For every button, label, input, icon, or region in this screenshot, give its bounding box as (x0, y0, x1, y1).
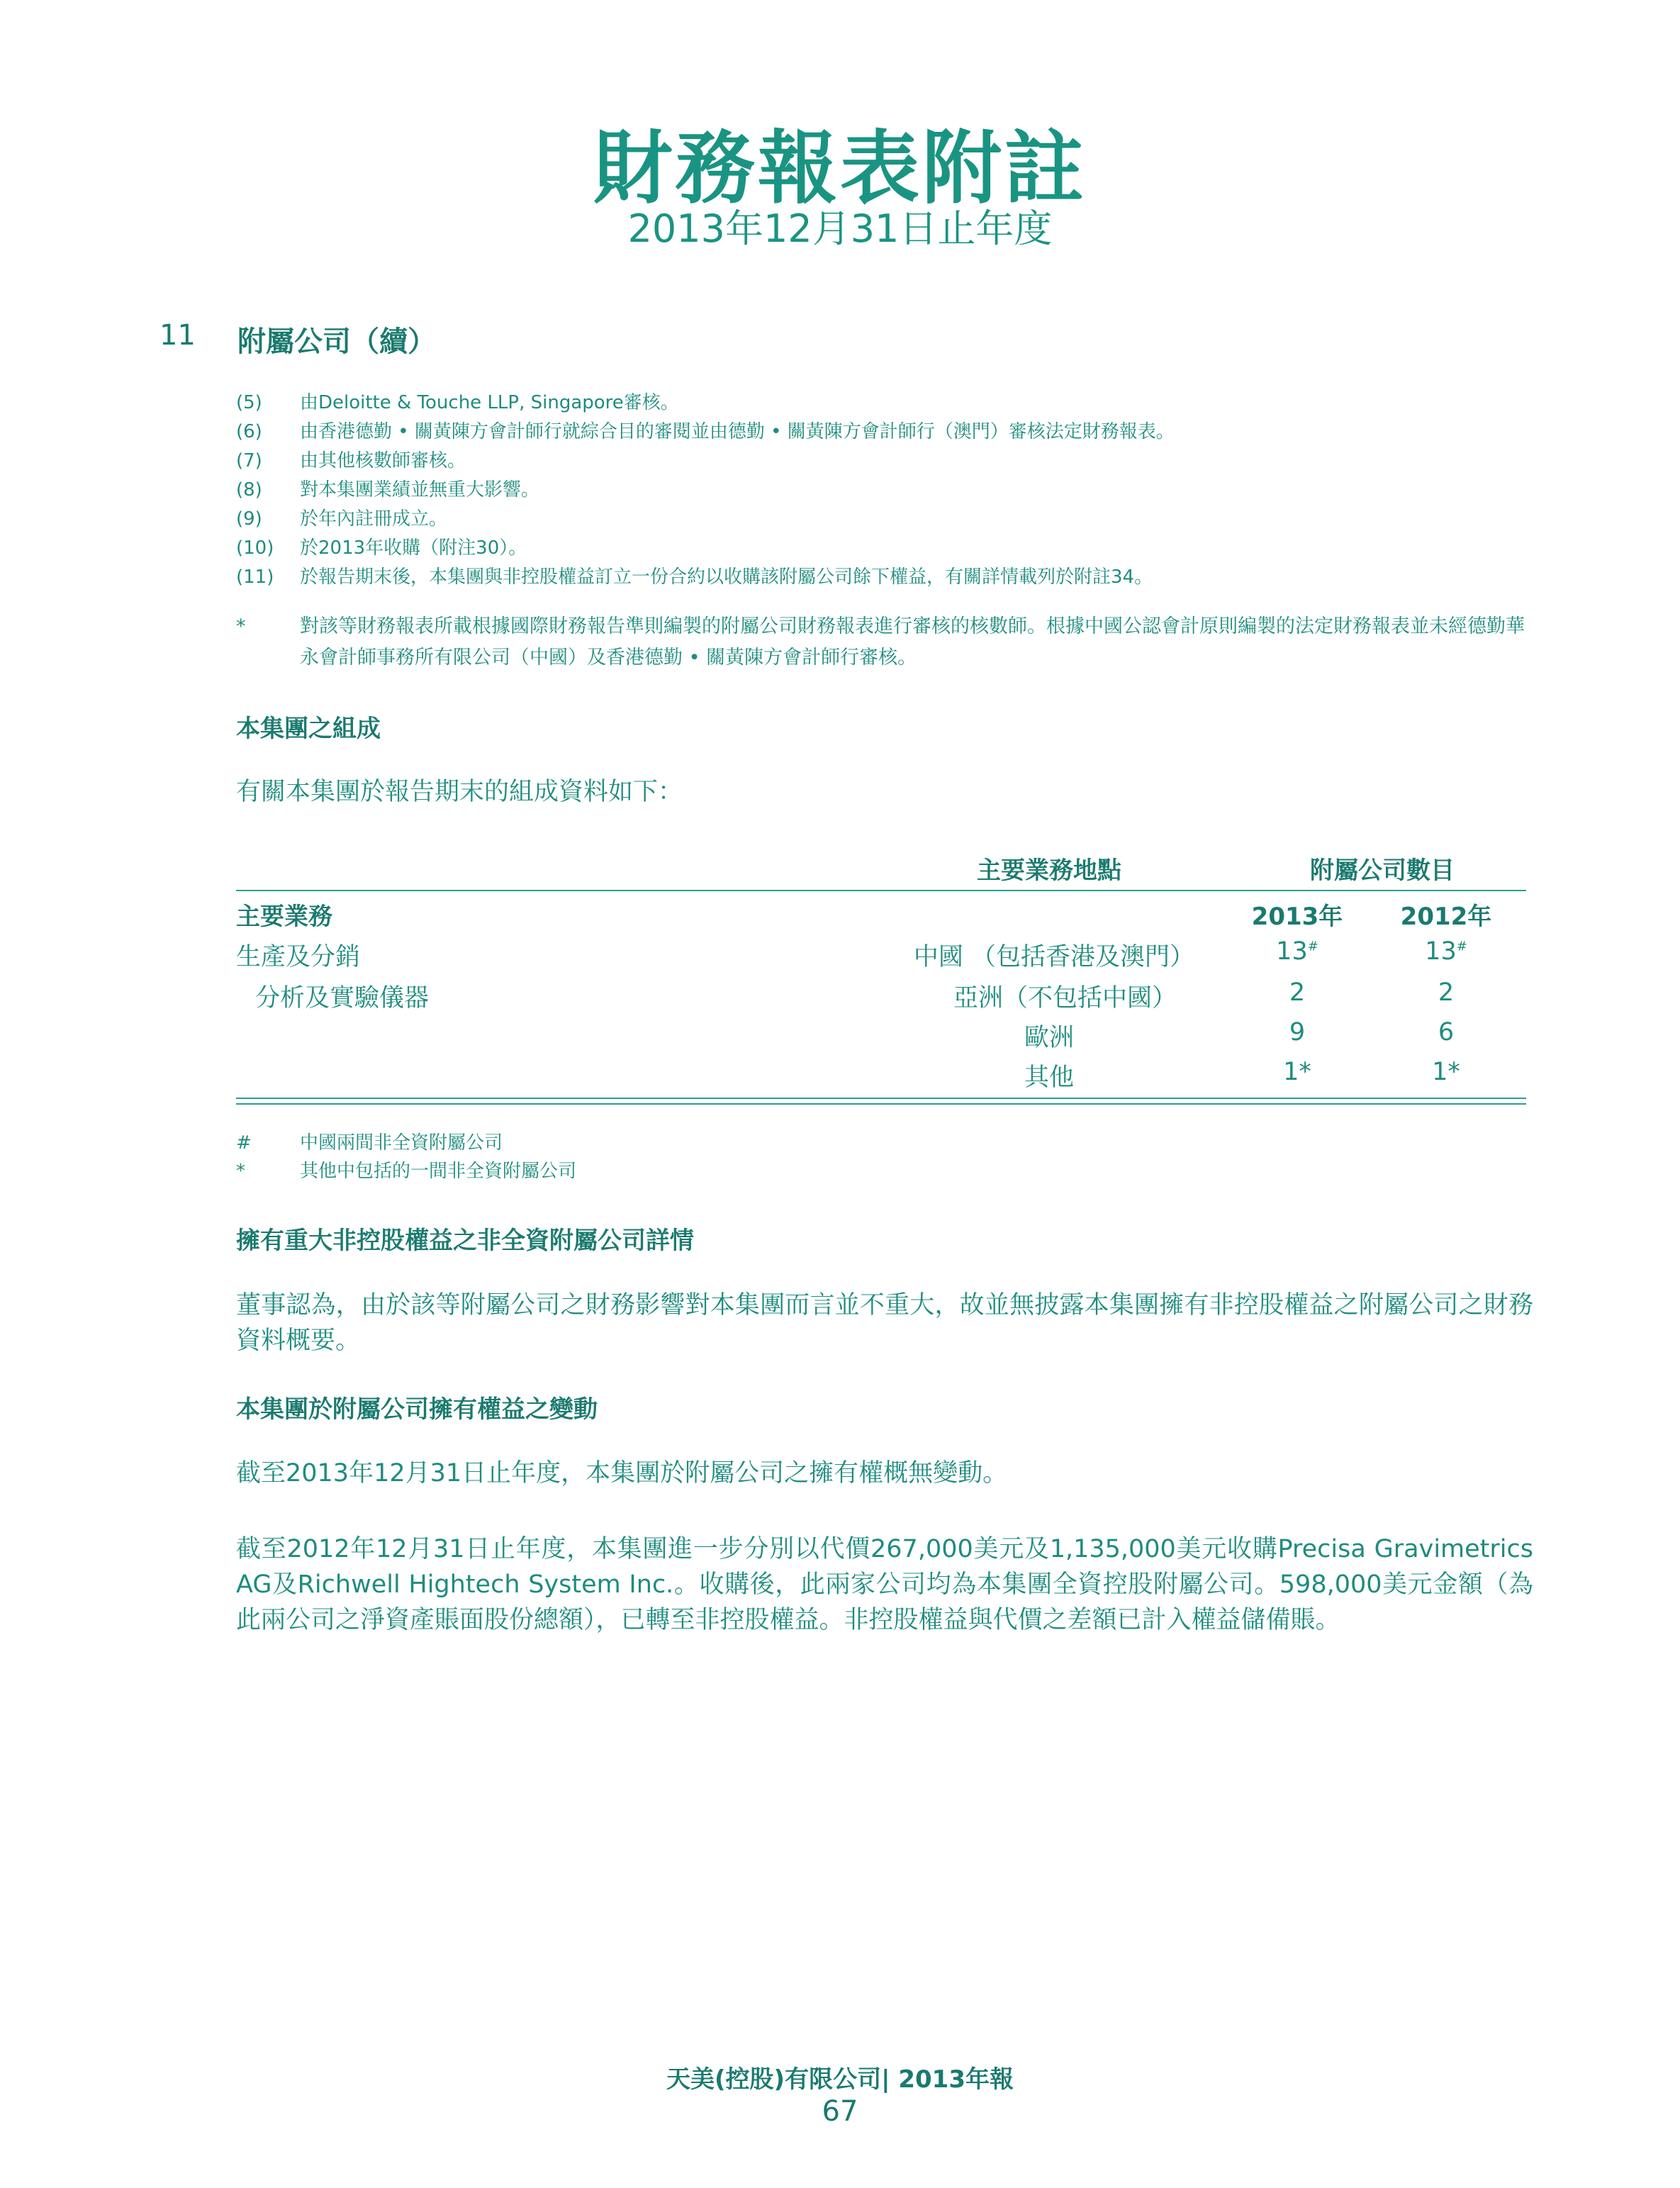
note-item (236, 418, 1533, 447)
count-2013-cell: 13# (1276, 937, 1318, 966)
composition-intro: 有關本集團於報告期末的組成資料如下： (236, 778, 683, 806)
business-cell: 分析及實驗儀器 (255, 984, 430, 1012)
footer-company: 天美(控股)有限公司| 2013年報 (666, 2065, 1014, 2094)
note-item (236, 389, 1533, 418)
count-2013-cell: 2 (1289, 978, 1306, 1007)
location-cell: 中國 （包括香港及澳門） (913, 943, 1194, 971)
note-key: (11) (236, 566, 274, 588)
col-header-count: 附屬公司數目 (1310, 856, 1455, 885)
note-item (236, 534, 1533, 563)
section-number: 11 (159, 319, 196, 352)
note-key: (8) (236, 479, 262, 501)
note-item (236, 476, 1533, 505)
nci-paragraph: 董事認為，由於該等附屬公司之財務影響對本集團而言並不重大，故並無披露本集團擁有非控股權益之附屬公司之財務資料概要。 (236, 1291, 1533, 1355)
page-number: 67 (822, 2095, 858, 2128)
note-item (236, 505, 1533, 534)
note-key: (9) (236, 508, 262, 530)
col-header-business: 主要業務 (236, 903, 332, 931)
star-note-key: * (236, 615, 246, 637)
table-header-rule (236, 890, 1526, 891)
note-item (236, 447, 1533, 476)
nci-heading: 擁有重大非控股權益之非全資附屬公司詳情 (236, 1227, 694, 1255)
page-title: 財務報表附註 (593, 123, 1087, 215)
location-cell: 其他 (1024, 1064, 1074, 1092)
changes-heading: 本集團於附屬公司擁有權益之變動 (236, 1395, 598, 1424)
note-text: 由香港德勤 • 關黃陳方會計師行就綜合目的審閱並由德勤 • 關黃陳方會計師行（澳門）審核法定財務報表。 (300, 421, 1175, 442)
changes-paragraph-2: 截至2012年12月31日止年度，本集團進一步分別以代價267,000美元及1,135,000美元收購Precisa Gravimetrics AG及Richwell Hightech System Inc.。收購後，此兩家公司均為本集團全資控股附屬公司。598,000美元金額（為此兩公司之淨資產賬面股份總額），已轉至非控股權益。非控股權益與代價之差額已計入權益儲備賬。 (236, 1535, 1533, 1634)
audit-notes-list (236, 389, 1533, 592)
section-title: 附屬公司（續） (237, 325, 436, 358)
table-bottom-rule (236, 1098, 1526, 1099)
note-key: (7) (236, 450, 262, 471)
note-text: 對本集團業績並無重大影響。 (300, 479, 540, 501)
note-text: 由其他核數師審核。 (300, 450, 466, 471)
count-2012-cell: 6 (1438, 1018, 1455, 1046)
location-cell: 亞洲（不包括中國） (953, 984, 1177, 1012)
count-2012-cell: 13# (1425, 937, 1467, 966)
changes-paragraph-1: 截至2013年12月31日止年度，本集團於附屬公司之擁有權概無變動。 (236, 1459, 1008, 1487)
count-2013-cell: 1* (1283, 1058, 1311, 1086)
location-cell: 歐洲 (1024, 1024, 1074, 1052)
table-footnote: # 中國兩間非全資附屬公司 (236, 1132, 503, 1154)
col-header-2013: 2013年 (1251, 903, 1343, 931)
count-2012-cell: 2 (1438, 978, 1455, 1007)
note-item (236, 563, 1533, 592)
note-key: (10) (236, 537, 274, 559)
count-2012-cell: 1* (1432, 1058, 1460, 1086)
note-key: (5) (236, 392, 262, 413)
star-note-text: 對該等財務報表所載根據國際財務報告準則編製的附屬公司財務報表進行審核的核數師。根據中國公認會計原則編製的法定財務報表並未經德勤華永會計師事務所有限公司（中國）及香港德勤 • 關黃陳方會計師行審核。 (300, 615, 1525, 669)
col-header-location: 主要業務地點 (977, 856, 1121, 885)
composition-heading: 本集團之組成 (236, 715, 381, 743)
note-text: 於年內註冊成立。 (300, 508, 448, 530)
col-header-2012: 2012年 (1400, 903, 1492, 931)
note-text: 於報告期末後，本集團與非控股權益訂立一份合約以收購該附屬公司餘下權益，有關詳情載列於附註34。 (300, 566, 1153, 588)
table-bottom-rule (236, 1103, 1526, 1105)
note-text: 由Deloitte & Touche LLP, Singapore審核。 (300, 392, 679, 413)
auditor-star-note (236, 611, 1533, 674)
table-footnote: * 其他中包括的一間非全資附屬公司 (236, 1161, 577, 1182)
count-2013-cell: 9 (1289, 1018, 1306, 1046)
business-cell: 生產及分銷 (236, 943, 361, 971)
note-text: 於2013年收購（附注30）。 (300, 537, 527, 559)
page-subtitle: 2013年12月31日止年度 (627, 206, 1053, 251)
note-key: (6) (236, 421, 262, 442)
